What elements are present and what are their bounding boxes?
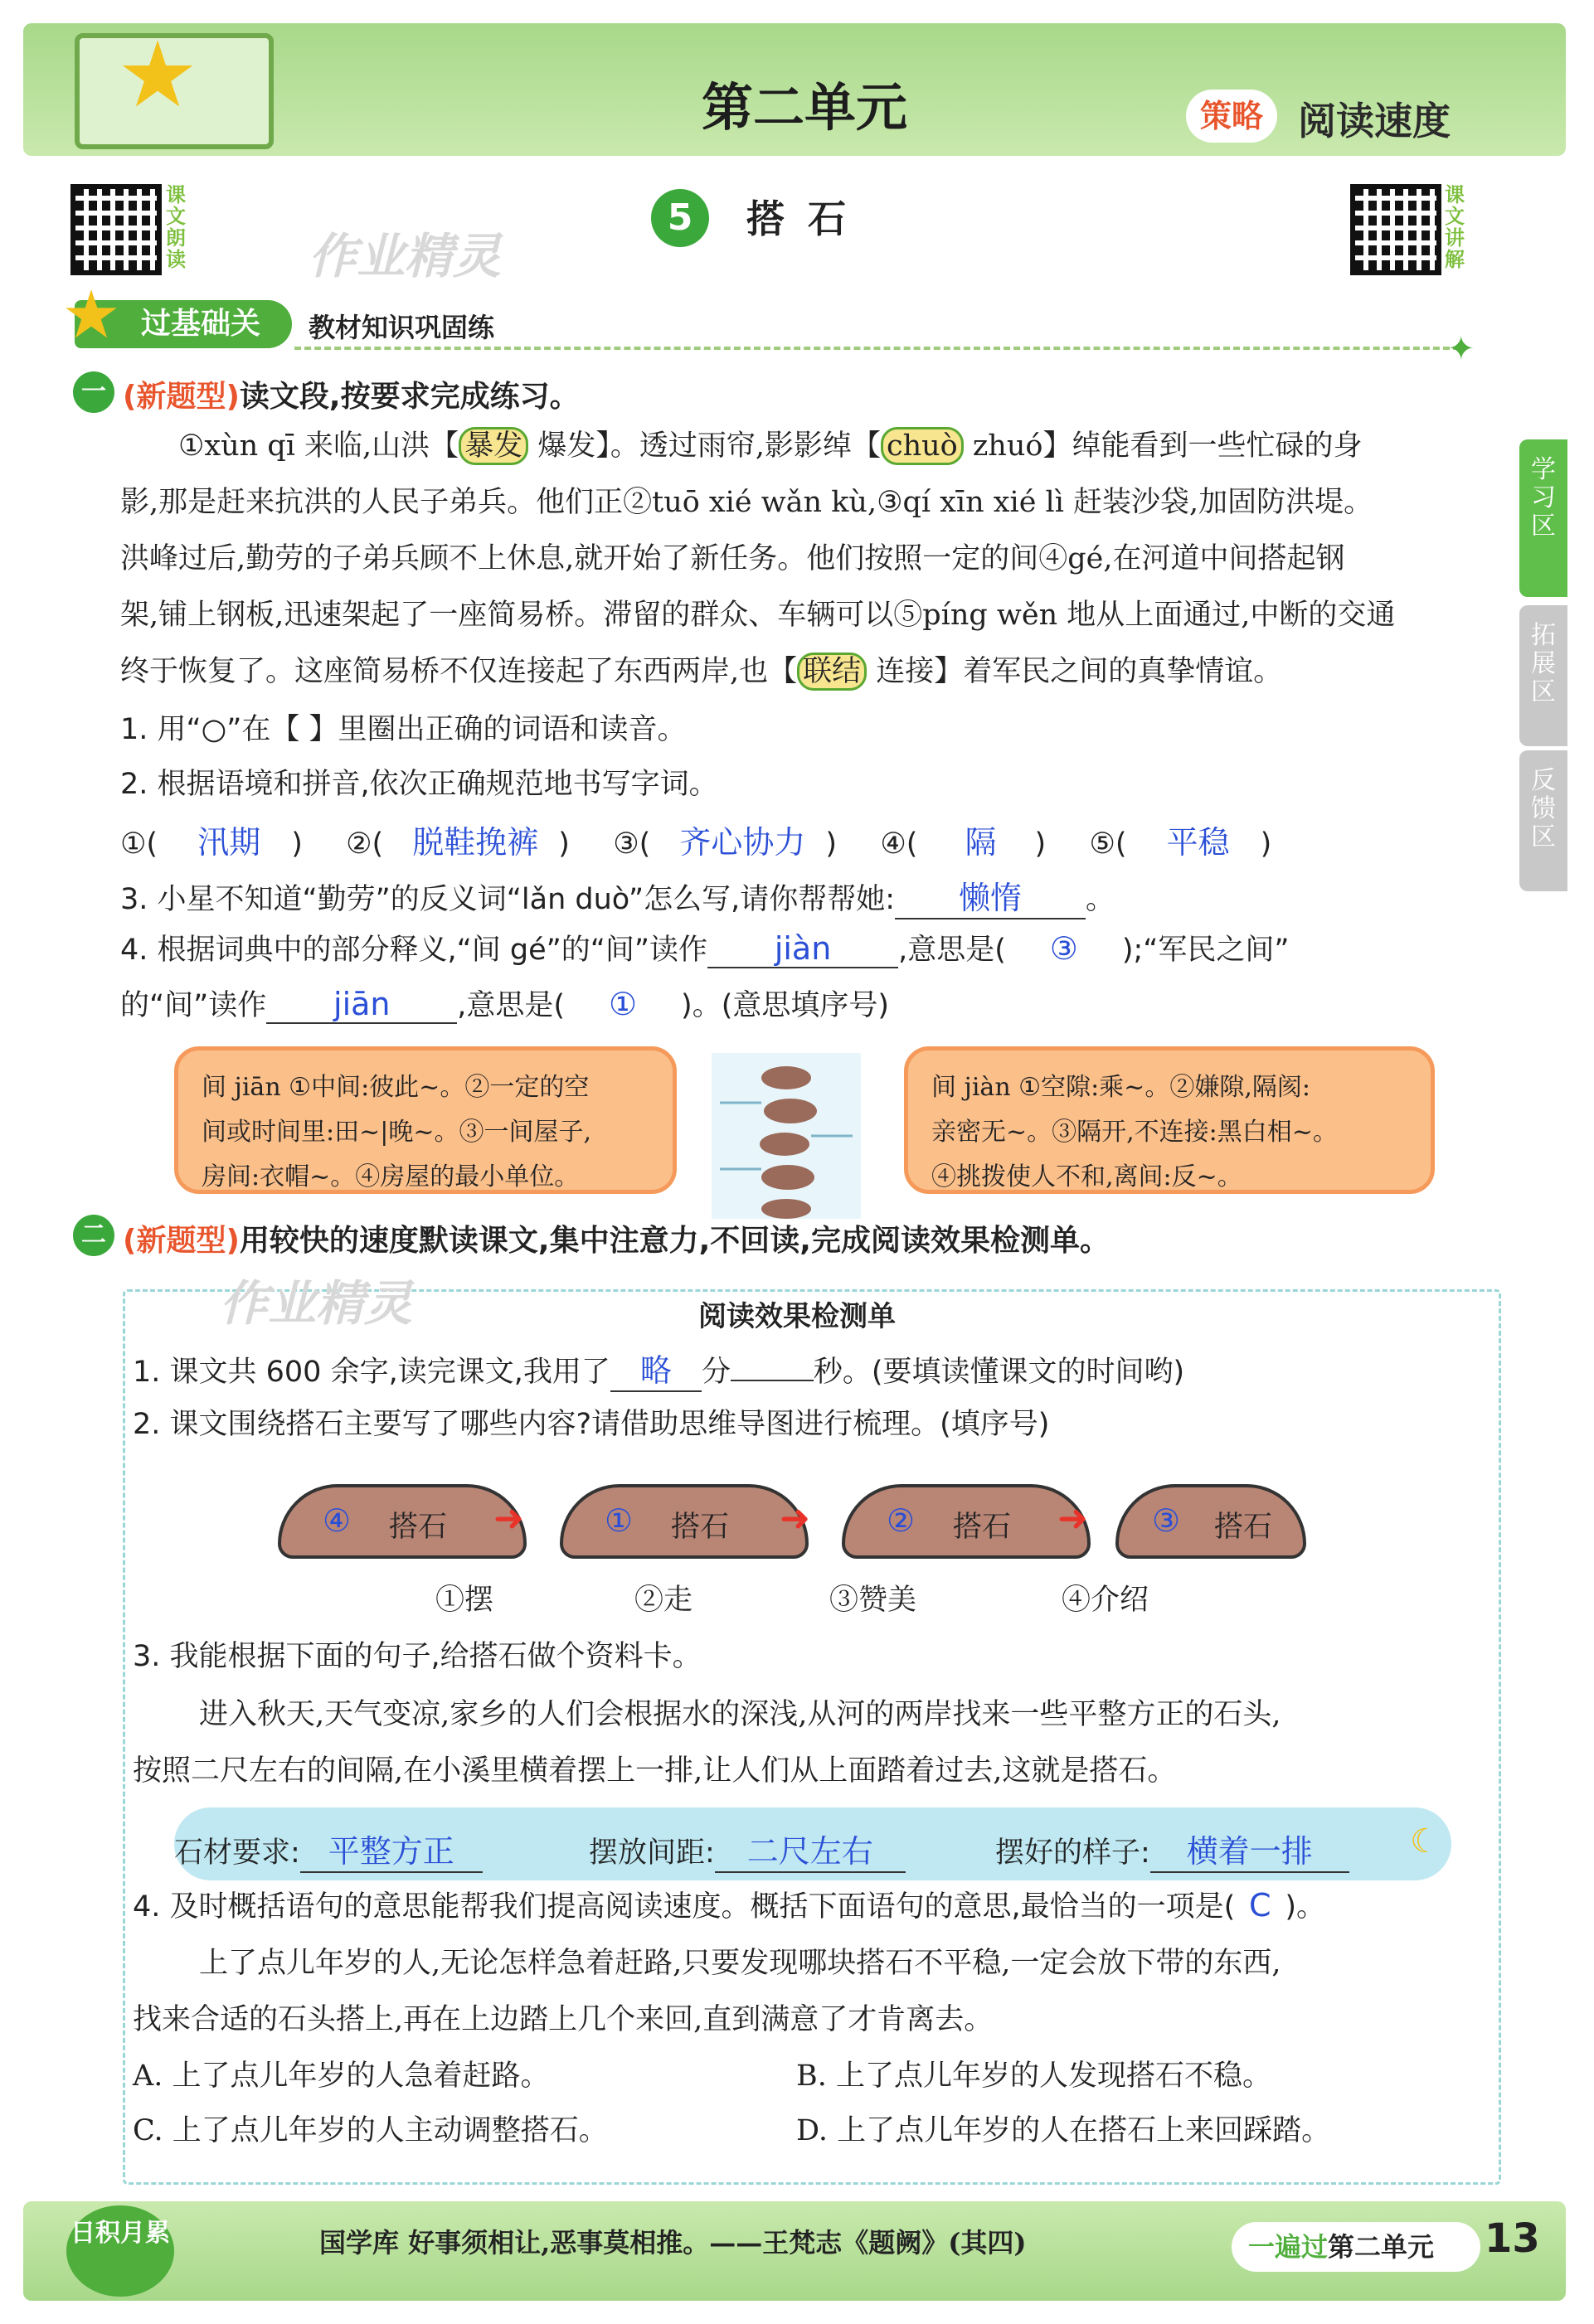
question-instruction: 用较快的速度默读课文,集中注意力,不回读,完成阅读效果检测单。 (239, 1224, 1110, 1258)
info-field: 摆放间距: 二尺左右 (589, 1826, 906, 1873)
sub-question-2: 2. 根据语境和拼音,依次正确规范地书写字词。 (120, 768, 718, 801)
passage-line: 上了点儿年岁的人,无论怎样急着赶路,只要发现哪块搭石不平稳,一定会放下带的东西, (199, 1947, 1281, 1980)
strategy-tag: 策略 (1186, 90, 1277, 143)
arrow-right-icon: ➜ (493, 1497, 524, 1540)
answer-field[interactable]: jiān (266, 986, 457, 1024)
footer-badge: 日积月累 (66, 2205, 174, 2297)
question-type-tag: (新题型) (123, 380, 240, 414)
sub-question-4: 4. 根据词典中的部分释义,“间 gé”的“间”读作 jiàn ,意思是( ③ );“军民之间” (120, 930, 1290, 967)
answer-field[interactable]: 横着一排 (1150, 1826, 1349, 1873)
sub-question-4-cont: 的“间”读作 jiān ,意思是( ① )。(意思填序号) (120, 986, 890, 1022)
qr-code-icon[interactable] (70, 184, 162, 275)
info-field: 石材要求: 平整方正 (174, 1826, 483, 1873)
watermark: 作业精灵 (220, 1275, 413, 1332)
dict-line: ④挑拨使人不和,离间:反~。 (931, 1162, 1242, 1191)
tab-extension-area[interactable]: 拓展区 (1519, 605, 1567, 746)
passage-line: 找来合适的石头搭上,再在上边踏上几个来回,直到满意了才肯离去。 (133, 2003, 994, 2036)
dictionary-box-jian1 (174, 1046, 677, 1194)
answer-field[interactable]: 二尺左右 (715, 1826, 906, 1873)
dict-line: 间 jiàn ①空隙:乘~。②嫌隙,隔阂: (931, 1073, 1310, 1102)
rock-answer[interactable]: ① (605, 1502, 634, 1539)
section-divider (294, 347, 1460, 350)
rock-label: 搭石 (953, 1511, 1012, 1544)
passage-line: 按照二尺左右的间隔,在小溪里横着摆上一排,让人们从上面踏着过去,这就是搭石。 (133, 1754, 1177, 1788)
answer-row: ①( 汛期 ) ②( 脱鞋挽裤 ) ③( 齐心协力 ) ④( 隔 ) ⑤( 平稳 ) (120, 817, 1271, 862)
passage-line: 架,铺上钢板,迅速架起了一座简易桥。滞留的群众、车辆可以⑤píng wěn 地从上面通过,中断的交通 (120, 599, 1396, 632)
answer-field[interactable]: 隔 (965, 824, 997, 861)
qr-code-icon[interactable] (1350, 184, 1441, 275)
card-title: 阅读效果检测单 (698, 1300, 896, 1333)
answer-field[interactable]: 平稳 (1166, 824, 1230, 861)
answer-field[interactable]: ③ (1049, 930, 1078, 967)
question-number: 二 (73, 1215, 114, 1256)
dict-line: 房间:衣帽~。④房屋的最小单位。 (202, 1162, 580, 1191)
answer-field[interactable]: 懒惰 (895, 872, 1086, 919)
choice-b[interactable]: B. 上了点儿年岁的人发现搭石不稳。 (796, 2060, 1271, 2093)
card-question-2: 2. 课文围绕搭石主要写了哪些内容?请借助思维导图进行梳理。(填序号) (133, 1408, 1050, 1441)
rock-node (1115, 1484, 1306, 1559)
answer-field[interactable]: 汛期 (197, 824, 261, 861)
dict-line: 亲密无~。③隔开,不连接:黑白相~。 (931, 1118, 1338, 1147)
sub-question-1: 1. 用“○”在【 】里圈出正确的词语和读音。 (120, 713, 687, 746)
question-instruction: 读文段,按要求完成练习。 (239, 380, 580, 414)
rock-answer[interactable]: ③ (1152, 1502, 1181, 1539)
lesson-number-badge: 5 (651, 189, 709, 247)
rock-node (560, 1484, 809, 1559)
answer-field[interactable]: jiàn (707, 930, 898, 968)
footer-quote: 国学库 好事须相让,恶事莫相推。——王梵志《题阙》(其四) (319, 2227, 1027, 2259)
option: ③赞美 (829, 1584, 917, 1617)
footer-brand (1232, 2222, 1480, 2272)
rock-answer[interactable]: ④ (323, 1502, 352, 1539)
option: ①摆 (435, 1584, 494, 1617)
circled-answer: 暴发 (459, 427, 528, 465)
card-question-4: 4. 及时概括语句的意思能帮我们提高阅读速度。概括下面语句的意思,最恰当的一项是( C )。 (133, 1887, 1325, 1924)
answer-field[interactable]: 齐心协力 (679, 824, 806, 861)
rock-label: 搭石 (1214, 1511, 1273, 1544)
question-heading (123, 1217, 1110, 1259)
card-question-3: 3. 我能根据下面的句子,给搭石做个资料卡。 (133, 1640, 702, 1673)
dict-line: 间 jiān ①中间:彼此~。②一定的空 (202, 1073, 590, 1102)
option: ②走 (634, 1584, 693, 1617)
star-icon: ★ (61, 276, 121, 353)
rock-node (842, 1484, 1091, 1559)
rock-label: 搭石 (671, 1511, 730, 1544)
question-type-tag: (新题型) (123, 1224, 240, 1258)
info-field: 摆好的样子: 横着一排 (995, 1826, 1349, 1873)
tab-feedback-area[interactable]: 反馈区 (1519, 750, 1567, 891)
passage-line: 进入秋天,天气变凉,家乡的人们会根据水的深浅,从河的两岸找来一些平整方正的石头, (199, 1698, 1281, 1731)
answer-field[interactable]: 脱鞋挽裤 (412, 824, 539, 861)
answer-field[interactable]: ① (609, 986, 638, 1022)
section-subtitle: 教材知识巩固练 (309, 312, 495, 343)
dictionary-box-jian4 (904, 1046, 1435, 1194)
strategy-name: 阅读速度 (1298, 99, 1451, 143)
rock-node (278, 1484, 527, 1559)
choice-a[interactable]: A. 上了点儿年岁的人急着赶路。 (133, 2060, 550, 2093)
qr-right-label: 课文讲解 (1445, 183, 1465, 271)
circled-answer: chuò (881, 427, 964, 465)
stepping-stones-illustration (712, 1053, 861, 1219)
page-number: 13 (1485, 2215, 1540, 2262)
sub-question-3: 3. 小星不知道“勤劳”的反义词“lǎn duò”怎么写,请你帮帮她: 懒惰 。 (120, 872, 1115, 919)
passage-line: 影,那是赶来抗洪的人民子弟兵。他们正②tuō xié wǎn kù,③qí xīn xié lì 赶装沙袋,加固防洪堤。 (120, 486, 1373, 519)
arrow-right-icon: ➜ (780, 1497, 810, 1540)
arrow-right-icon: ➜ (1057, 1497, 1088, 1540)
lesson-title: 搭石 (746, 196, 869, 241)
qr-left-label: 课文朗读 (166, 183, 186, 271)
choice-d[interactable]: D. 上了点儿年岁的人在搭石上来回踩踏。 (796, 2114, 1331, 2147)
sparkle-icon: ✦ (1447, 330, 1475, 368)
section-title: 过基础关 (75, 300, 292, 348)
question-number: 一 (73, 371, 114, 413)
unit-title: 第二单元 (701, 77, 907, 138)
mind-map (153, 1484, 1315, 1575)
star-mascot-icon: ★ (116, 22, 199, 128)
moon-icon: ☾ (1410, 1822, 1440, 1861)
rock-label: 搭石 (389, 1511, 448, 1544)
rock-answer[interactable]: ② (887, 1502, 916, 1539)
watermark: 作业精灵 (309, 228, 502, 284)
answer-field[interactable]: C (1249, 1887, 1271, 1924)
option: ④介绍 (1062, 1584, 1149, 1617)
passage-line: 终于恢复了。这座简易桥不仅连接起了东西两岸,也【 联结 连接】着军民之间的真挚情谊。 (120, 648, 1282, 690)
answer-field[interactable]: 平整方正 (300, 1826, 483, 1873)
tab-study-area[interactable]: 学习区 (1519, 439, 1567, 597)
blank-field[interactable] (731, 1380, 814, 1381)
choice-c[interactable]: C. 上了点儿年岁的人主动调整搭石。 (133, 2114, 608, 2147)
dict-line: 间或时间里:田~|晚~。③一间屋子, (202, 1118, 592, 1147)
brand-unit: 第二单元 (1328, 2231, 1435, 2263)
question-heading (123, 373, 580, 415)
passage-line: 洪峰过后,勤劳的子弟兵顾不上休息,就开始了新任务。他们按照一定的间④gé,在河道中间搭起钢 (120, 542, 1345, 575)
card-question-1: 1. 课文共 600 余字,读完课文,我用了 略 分 秒。(要填读懂课文的时间哟) (133, 1345, 1184, 1392)
brand-name: 一遍过 (1248, 2231, 1329, 2263)
circled-answer: 联结 (797, 653, 867, 691)
passage-line: ①xùn qī 来临,山洪【 暴发 爆发】。透过雨帘,影影绰【 chuò zhuó】绰能看到一些忙碌的身 (178, 423, 1362, 464)
answer-field[interactable]: 略 (610, 1345, 702, 1392)
